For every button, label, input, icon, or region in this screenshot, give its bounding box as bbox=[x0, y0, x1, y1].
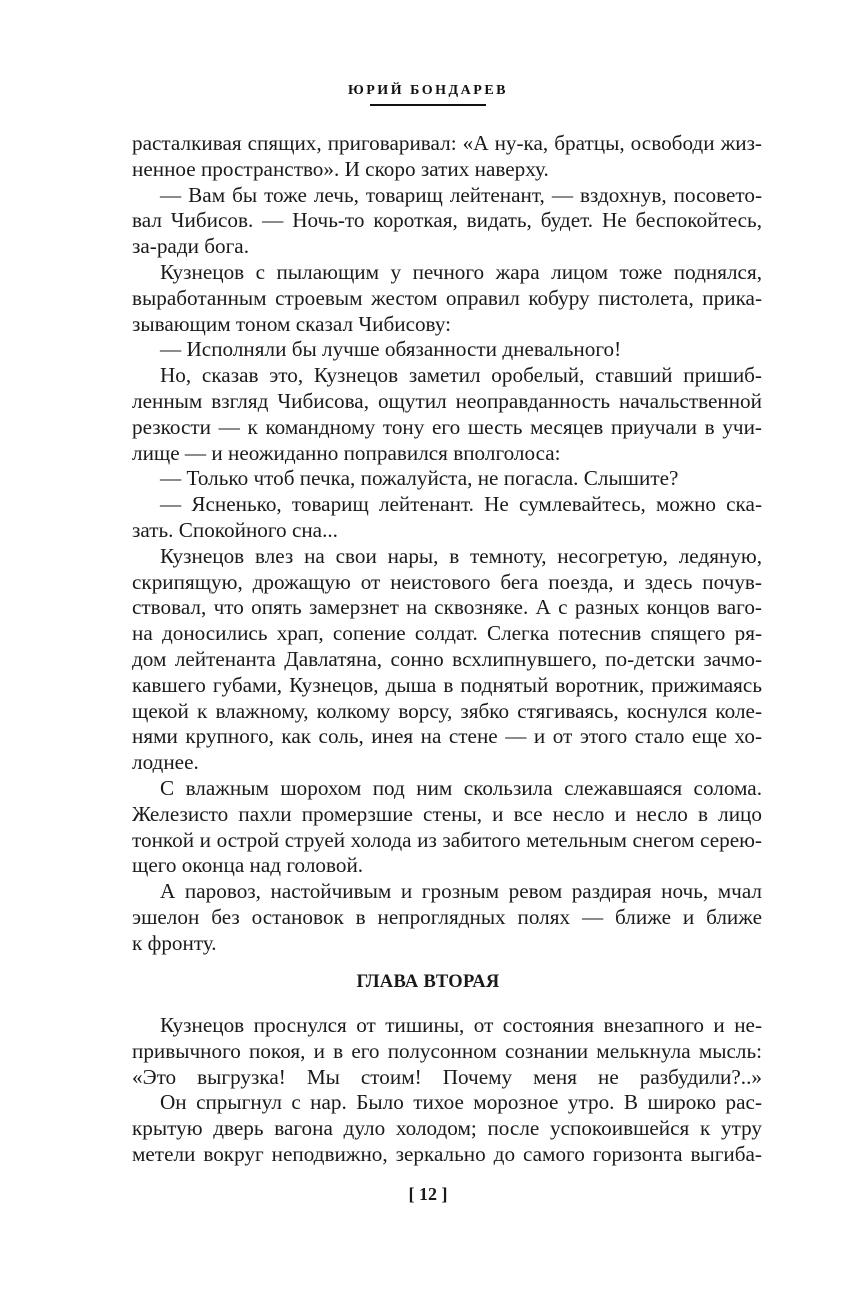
text-line: А паровоз, настойчивым и грозным ревом раздирая ночь, мчал bbox=[160, 879, 762, 904]
text-line: — Только чтоб печка, пожалуйста, не погасла. Слышите? bbox=[160, 466, 679, 491]
text-line: к фронту. bbox=[132, 930, 217, 955]
text-line: Кузнецов проснулся от тишины, от состояния внезапного и не- bbox=[160, 1013, 762, 1037]
text-line: лище — и неожиданно поправился вполголоса: bbox=[132, 440, 561, 465]
text-line: за-ради бога. bbox=[132, 234, 250, 259]
text-line: скрипящую, дрожащую от неистового бега поезда, и здесь почув- bbox=[132, 569, 762, 594]
text-line: щего оконца над головой. bbox=[132, 853, 364, 878]
text-line: ствовал, что опять замерзнет на сквозняке. А с разных концов ваго- bbox=[132, 595, 762, 620]
text-line: «Это выгрузка! Мы стоим! Почему меня не разбудили?..» bbox=[132, 1064, 762, 1089]
text-line: — Ясненько, товарищ лейтенант. Не сумлевайтесь, можно ска- bbox=[160, 492, 762, 517]
text-line: привычного покоя, и в его полусонном сознании мелькнула мысль: bbox=[132, 1038, 762, 1063]
text-line: дом лейтенанта Давлатяна, сонно всхлипнувшего, по-детски зачмо- bbox=[132, 646, 762, 671]
header-author: ЮРИЙ БОНДАРЕВ bbox=[347, 83, 508, 98]
text-line: на доносились храп, сопение солдат. Слегка потеснив спящего ря- bbox=[132, 621, 762, 646]
body-text bbox=[132, 131, 762, 957]
text-line: кавшего губами, Кузнецов, дыша в поднятый воротник, прижимаясь bbox=[132, 672, 762, 697]
text-line: С влажным шорохом под ним скользила слежавшаяся солома. bbox=[160, 775, 762, 800]
running-header bbox=[0, 83, 856, 106]
text-line: зать. Спокойного сна... bbox=[132, 517, 338, 542]
text-line: лоднее. bbox=[132, 750, 199, 775]
text-line: щекой к влажному, колкому ворсу, зябко стягиваясь, коснулся коле- bbox=[132, 698, 762, 723]
text-line: — Вам бы тоже лечь, товарищ лейтенант, — вздохнув, посовето- bbox=[160, 182, 762, 207]
text-line: Кузнецов с пылающим у печного жара лицом тоже поднялся, bbox=[160, 259, 762, 284]
text-line: резкости — к командному тону его шесть месяцев приучали в учи- bbox=[132, 414, 762, 439]
chapter-text bbox=[132, 1013, 762, 1168]
text-line: — Исполняли бы лучше обязанности дневального! bbox=[160, 337, 622, 362]
text-line: зывающим тоном сказал Чибисову: bbox=[132, 311, 452, 336]
chapter-title: ГЛАВА ВТОРАЯ bbox=[356, 972, 500, 992]
text-line: расталкивая спящих, приговаривал: «А ну-ка, братцы, освободи жиз- bbox=[132, 131, 762, 155]
text-line: ленным взгляд Чибисова, ощутил неоправданность начальственной bbox=[132, 388, 762, 413]
text-line: нями крупного, как соль, инея на стене — и от этого стало еще хо- bbox=[132, 724, 762, 749]
header-rule bbox=[370, 104, 486, 106]
text-line: выработанным строевым жестом оправил кобуру пистолета, прика- bbox=[132, 285, 762, 310]
text-line: тонкой и острой струей холода из забитого метельным снегом серею- bbox=[132, 827, 762, 852]
page-number: [ 12 ] bbox=[408, 1184, 448, 1204]
text-line: Кузнецов влез на свои нары, в темноту, несогретую, ледяную, bbox=[160, 543, 762, 568]
text-line: Железисто пахли промерзшие стены, и все несло и несло в лицо bbox=[132, 801, 762, 826]
text-line: эшелон без остановок в непроглядных полях — ближе и ближе bbox=[132, 904, 762, 929]
text-line: ненное пространство». И скоро затих наверху. bbox=[132, 156, 549, 181]
text-line: крытую дверь вагона дуло холодом; после успокоившейся к утру bbox=[132, 1116, 762, 1141]
text-line: метели вокруг неподвижно, зеркально до самого горизонта выгиба- bbox=[132, 1141, 762, 1166]
text-line: Он спрыгнул с нар. Было тихое морозное утро. В широко рас- bbox=[160, 1090, 762, 1115]
text-line: вал Чибисов. — Ночь-то короткая, видать, будет. Не беспокойтесь, bbox=[132, 208, 762, 233]
text-line: Но, сказав это, Кузнецов заметил оробелый, ставший пришиб- bbox=[160, 363, 762, 388]
